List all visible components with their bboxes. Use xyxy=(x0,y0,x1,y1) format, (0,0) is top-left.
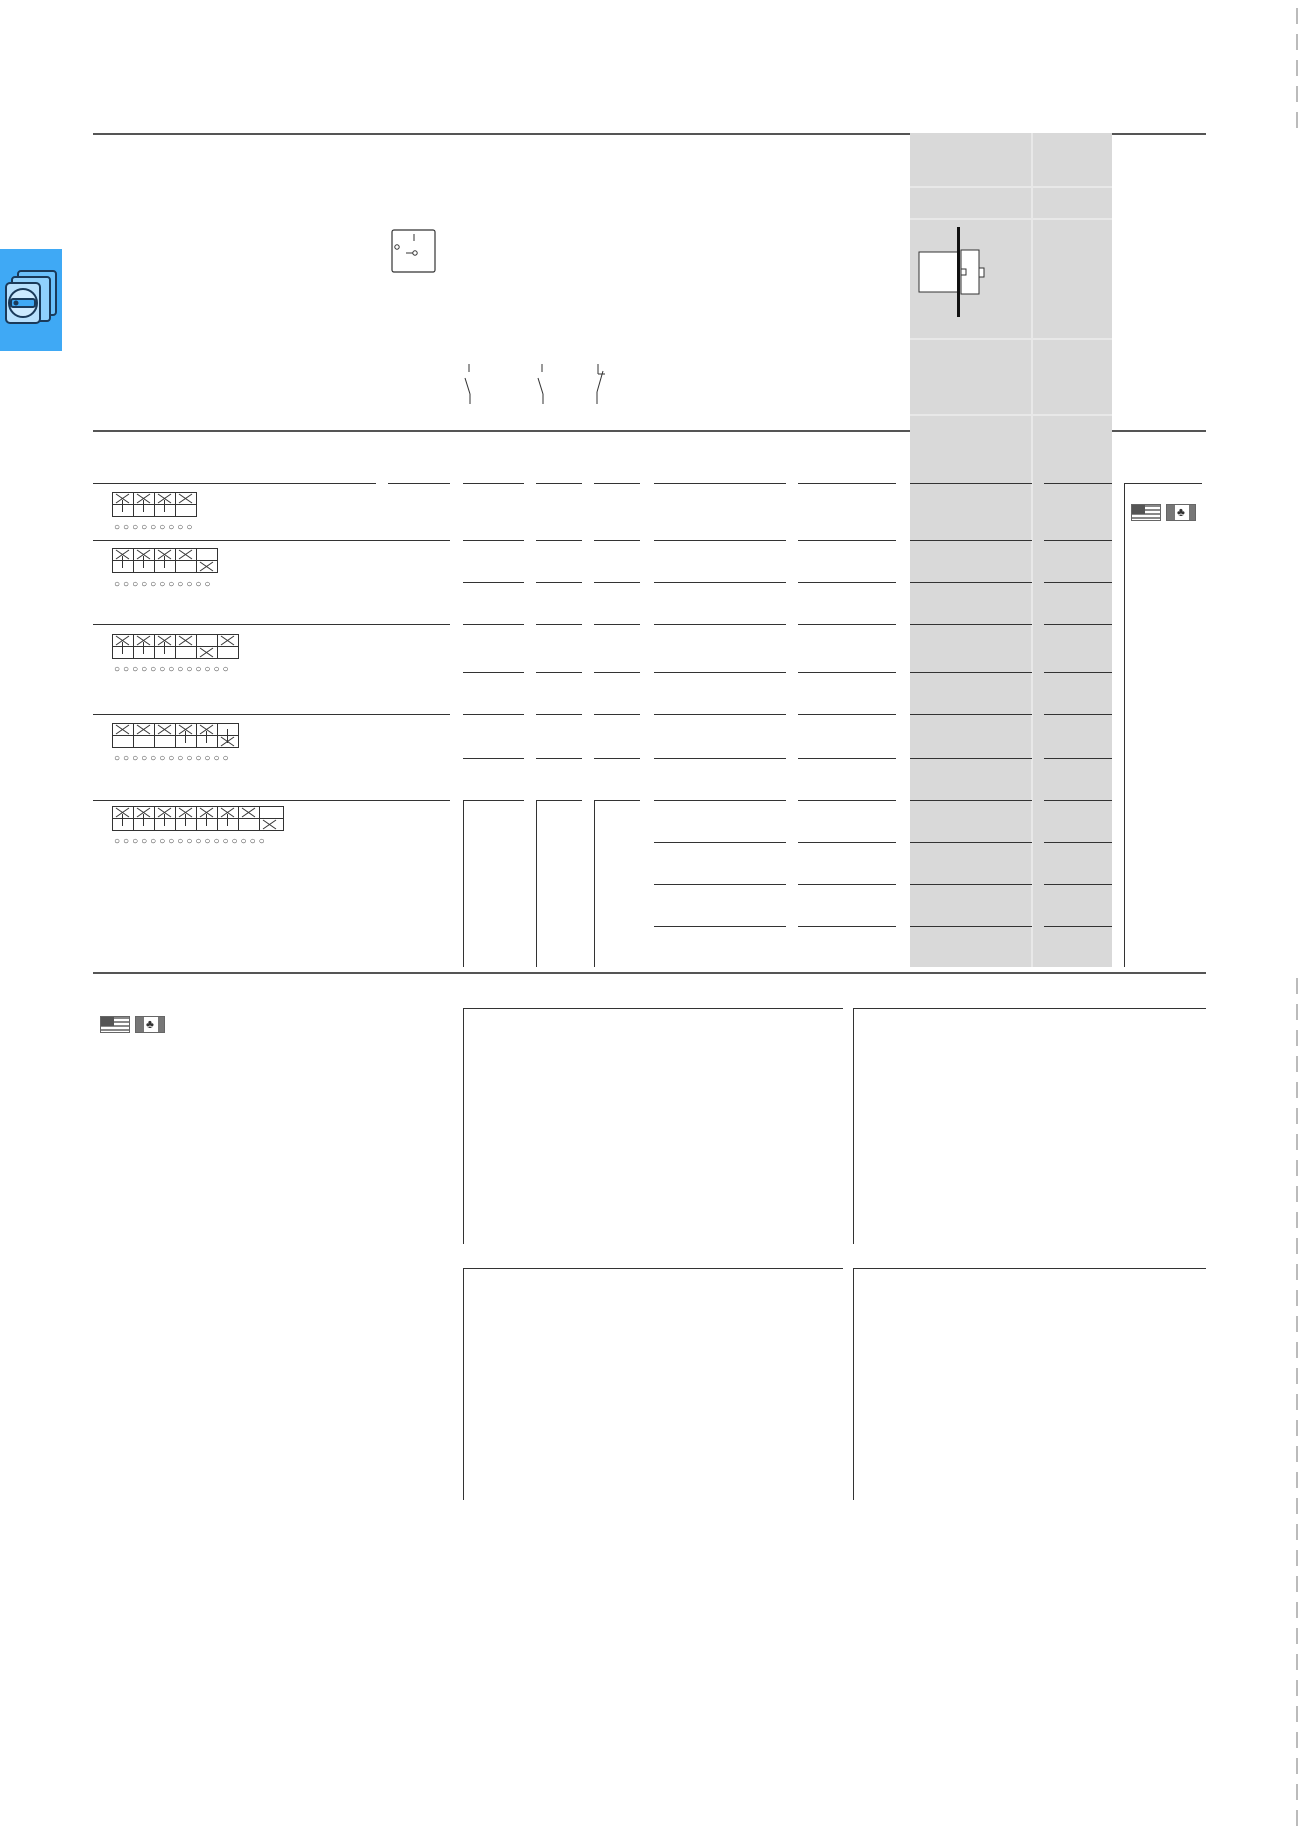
make-contact-icon xyxy=(535,364,549,406)
row-rule xyxy=(798,926,896,927)
edge-mark xyxy=(1296,978,1298,994)
row-rule xyxy=(93,800,450,801)
edge-mark xyxy=(1296,1654,1298,1670)
row-rule xyxy=(536,672,582,673)
row-rule xyxy=(463,800,524,801)
edge-mark xyxy=(1296,1134,1298,1150)
flag-box-top xyxy=(1124,483,1202,484)
row-rule xyxy=(536,483,582,484)
canada-flag-icon xyxy=(135,1016,165,1033)
edge-mark xyxy=(1296,86,1298,102)
edge-mark xyxy=(1296,1576,1298,1592)
row-rule xyxy=(654,624,786,625)
row-rule xyxy=(654,714,786,715)
terminal-dots-4: ○○○○○○○○○○○○○ xyxy=(114,753,232,764)
row-rule xyxy=(910,926,1032,927)
row-rule xyxy=(654,582,786,583)
row-rule xyxy=(910,800,1032,801)
row-rule xyxy=(536,758,582,759)
edge-mark xyxy=(1296,1290,1298,1306)
edge-mark xyxy=(1296,1784,1298,1800)
edge-mark xyxy=(1296,1186,1298,1202)
edge-mark xyxy=(1296,1238,1298,1254)
row-rule xyxy=(594,714,640,715)
canada-flag-icon xyxy=(1166,504,1196,521)
row-rule xyxy=(910,624,1032,625)
row-rule xyxy=(1044,926,1112,927)
terminal-dots-3: ○○○○○○○○○○○○○ xyxy=(114,664,232,675)
row-rule xyxy=(798,582,896,583)
row-rule xyxy=(1044,842,1112,843)
box-top-1 xyxy=(463,1008,843,1009)
row-rule xyxy=(798,758,896,759)
table-bottom-rule xyxy=(93,972,1206,974)
contact-diagram-1 xyxy=(112,492,202,518)
edge-mark xyxy=(1296,1160,1298,1176)
row-rule xyxy=(463,624,524,625)
terminal-dots-5: ○○○○○○○○○○○○○○○○○ xyxy=(114,836,268,847)
contact-diagram-3 xyxy=(112,634,244,660)
edge-mark xyxy=(1296,1030,1298,1046)
row-rule xyxy=(910,582,1032,583)
edge-mark xyxy=(1296,1056,1298,1072)
flags-table xyxy=(1131,504,1196,521)
row-rule xyxy=(463,714,524,715)
edge-mark xyxy=(1296,1316,1298,1332)
group-vline xyxy=(463,800,464,967)
row-rule xyxy=(910,540,1032,541)
gray-header-band-3 xyxy=(910,338,1112,340)
edge-mark xyxy=(1296,1810,1298,1826)
box-top-2 xyxy=(853,1008,1206,1009)
edge-mark xyxy=(1296,1602,1298,1618)
edge-mark xyxy=(1296,1498,1298,1514)
row-rule xyxy=(654,842,786,843)
row-rule xyxy=(798,800,896,801)
row-rule xyxy=(1044,483,1112,484)
row-rule xyxy=(93,540,450,541)
col-rule xyxy=(388,483,450,484)
box-left-3 xyxy=(463,1268,464,1500)
edge-mark xyxy=(1296,1394,1298,1410)
row-rule xyxy=(594,483,640,484)
gray-header-band-2 xyxy=(910,218,1112,220)
row-rule xyxy=(594,624,640,625)
flags-lower xyxy=(100,1016,165,1033)
row-rule xyxy=(594,800,640,801)
row-rule xyxy=(910,672,1032,673)
make-contact-icon xyxy=(462,364,476,406)
edge-mark xyxy=(1296,1264,1298,1280)
row-rule xyxy=(93,624,450,625)
row-rule xyxy=(463,582,524,583)
edge-mark xyxy=(1296,1758,1298,1774)
contact-diagram-2 xyxy=(112,548,224,574)
gray-header-band-1 xyxy=(910,186,1112,188)
row-rule xyxy=(654,926,786,927)
row-rule xyxy=(1044,672,1112,673)
edge-mark xyxy=(1296,1628,1298,1644)
box-left-1 xyxy=(463,1008,464,1244)
edge-mark xyxy=(1296,1212,1298,1228)
row-rule xyxy=(798,483,896,484)
box-top-4 xyxy=(853,1268,1206,1269)
box-left-2 xyxy=(853,1008,854,1244)
door-mounting-icon xyxy=(918,227,998,319)
edge-mark xyxy=(1296,1472,1298,1488)
edge-mark xyxy=(1296,8,1298,24)
col-rule xyxy=(93,483,376,484)
row-rule xyxy=(910,842,1032,843)
row-rule xyxy=(654,800,786,801)
row-rule xyxy=(910,714,1032,715)
row-rule xyxy=(1044,758,1112,759)
edge-mark xyxy=(1296,1706,1298,1722)
edge-mark xyxy=(1296,1368,1298,1384)
row-rule xyxy=(594,758,640,759)
row-rule xyxy=(1044,624,1112,625)
row-rule xyxy=(654,672,786,673)
row-rule xyxy=(93,714,450,715)
edge-mark xyxy=(1296,1004,1298,1020)
rotary-switch-icon xyxy=(0,249,62,351)
row-rule xyxy=(463,758,524,759)
row-rule xyxy=(536,714,582,715)
edge-mark xyxy=(1296,34,1298,50)
edge-mark xyxy=(1296,1342,1298,1358)
row-rule xyxy=(798,884,896,885)
row-rule xyxy=(594,540,640,541)
box-top-3 xyxy=(463,1268,843,1269)
switch-position-icon xyxy=(391,229,437,273)
edge-mark xyxy=(1296,1108,1298,1124)
row-rule xyxy=(654,483,786,484)
row-rule xyxy=(798,842,896,843)
row-rule xyxy=(1044,582,1112,583)
row-rule xyxy=(1044,884,1112,885)
row-rule xyxy=(594,672,640,673)
edge-mark xyxy=(1296,60,1298,76)
row-rule xyxy=(798,540,896,541)
gray-header-band-4 xyxy=(910,414,1112,416)
flag-box-left xyxy=(1124,483,1125,967)
us-flag-icon xyxy=(1131,504,1161,521)
row-rule xyxy=(798,624,896,625)
row-rule xyxy=(654,758,786,759)
edge-mark xyxy=(1296,1524,1298,1540)
row-rule xyxy=(1044,800,1112,801)
row-rule xyxy=(594,582,640,583)
row-rule xyxy=(654,540,786,541)
row-rule xyxy=(536,582,582,583)
contact-diagram-4 xyxy=(112,723,244,749)
terminal-dots-2: ○○○○○○○○○○○ xyxy=(114,579,214,590)
row-rule xyxy=(910,758,1032,759)
row-rule xyxy=(654,884,786,885)
group-vline xyxy=(594,800,595,967)
break-contact-icon xyxy=(590,364,610,406)
box-left-4 xyxy=(853,1268,854,1500)
us-flag-icon xyxy=(100,1016,130,1033)
edge-mark xyxy=(1296,112,1298,128)
row-rule xyxy=(463,540,524,541)
row-rule xyxy=(1044,540,1112,541)
edge-mark xyxy=(1296,1550,1298,1566)
row-rule xyxy=(798,714,896,715)
edge-mark xyxy=(1296,1680,1298,1696)
row-rule xyxy=(910,483,1032,484)
side-tab xyxy=(0,249,62,351)
edge-mark xyxy=(1296,1420,1298,1436)
contact-diagram-5 xyxy=(112,806,288,832)
row-rule xyxy=(536,800,582,801)
row-rule xyxy=(463,672,524,673)
group-vline xyxy=(536,800,537,967)
row-rule xyxy=(1044,714,1112,715)
edge-mark xyxy=(1296,1732,1298,1748)
edge-mark xyxy=(1296,1446,1298,1462)
terminal-dots-1: ○○○○○○○○○ xyxy=(114,522,196,533)
row-rule xyxy=(463,483,524,484)
edge-mark xyxy=(1296,1082,1298,1098)
row-rule xyxy=(910,884,1032,885)
row-rule xyxy=(536,540,582,541)
row-rule xyxy=(798,672,896,673)
row-rule xyxy=(536,624,582,625)
